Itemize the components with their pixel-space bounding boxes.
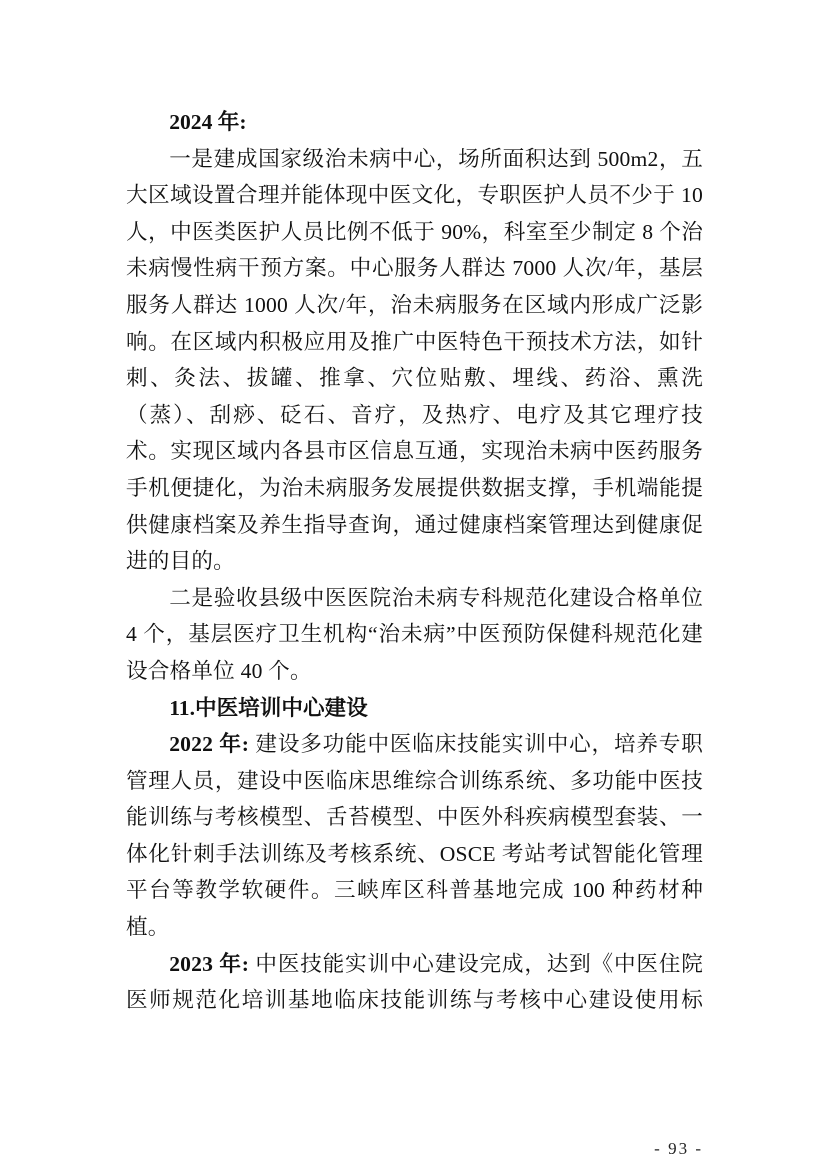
heading-2024: 2024 年: (169, 110, 247, 134)
paragraph-lead-2022: 2022 年: (169, 732, 250, 757)
paragraph-text: 一是建成国家级治未病中心，场所面积达到 500m2，五大区域设置合理并能体现中医文化，专职医护人员不少于 10 人，中医类医护人员比例不低于 90%，科室至少制定 8 个治未病慢性病干预方案。中心服务人群达 7000 人次/年，基层服务人群达 1000 人次/年，治未病服务在区域内形成广泛影响。在区域内积极应用及推广中医特色干预技术方法，如针刺、灸法、拔罐、推拿、穴位贴敷、埋线、药浴、熏洗（蒸）、刮痧、砭石、音疗，及热疗、电疗及其它理疗技术。实现区域内各县市区信息互通，实现治未病中医药服务手机便捷化，为治未病服务发展提供数据支撑，手机端能提供健康档案及养生指导查询，通过健康档案管理达到健康促进的目的。 (126, 146, 703, 574)
paragraph-text: 建设多功能中医临床技能实训中心，培养专职管理人员，建设中医临床思维综合训练系统、多功能中医技能训练与考核模型、舌苔模型、中医外科疾病模型套装、一体化针刺手法训练及考核系统、OSCE 考站考试智能化管理平台等教学软硬件。三峡库区科普基地完成 100 种药材种植。 (126, 732, 703, 940)
heading-training-center: 11.中医培训中心建设 (169, 695, 368, 720)
document-body (126, 104, 703, 1019)
paragraph-2024-first (126, 141, 703, 580)
paragraph-2024-second (126, 580, 703, 690)
paragraph-lead-2023: 2023 年: (169, 951, 250, 976)
paragraph-2023 (126, 946, 703, 1019)
paragraph-text: 中医技能实训中心建设完成，达到《中医住院医师规范化培训基地临床技能训练与考核中心建设使用标 (126, 951, 703, 1013)
paragraph-text: 二是验收县级中医医院治未病专科规范化建设合格单位 4 个，基层医疗卫生机构“治未病”中医预防保健科规范化建设合格单位 40 个。 (126, 585, 703, 683)
page-number: - 93 - (654, 1139, 703, 1158)
paragraph-2022 (126, 726, 703, 946)
